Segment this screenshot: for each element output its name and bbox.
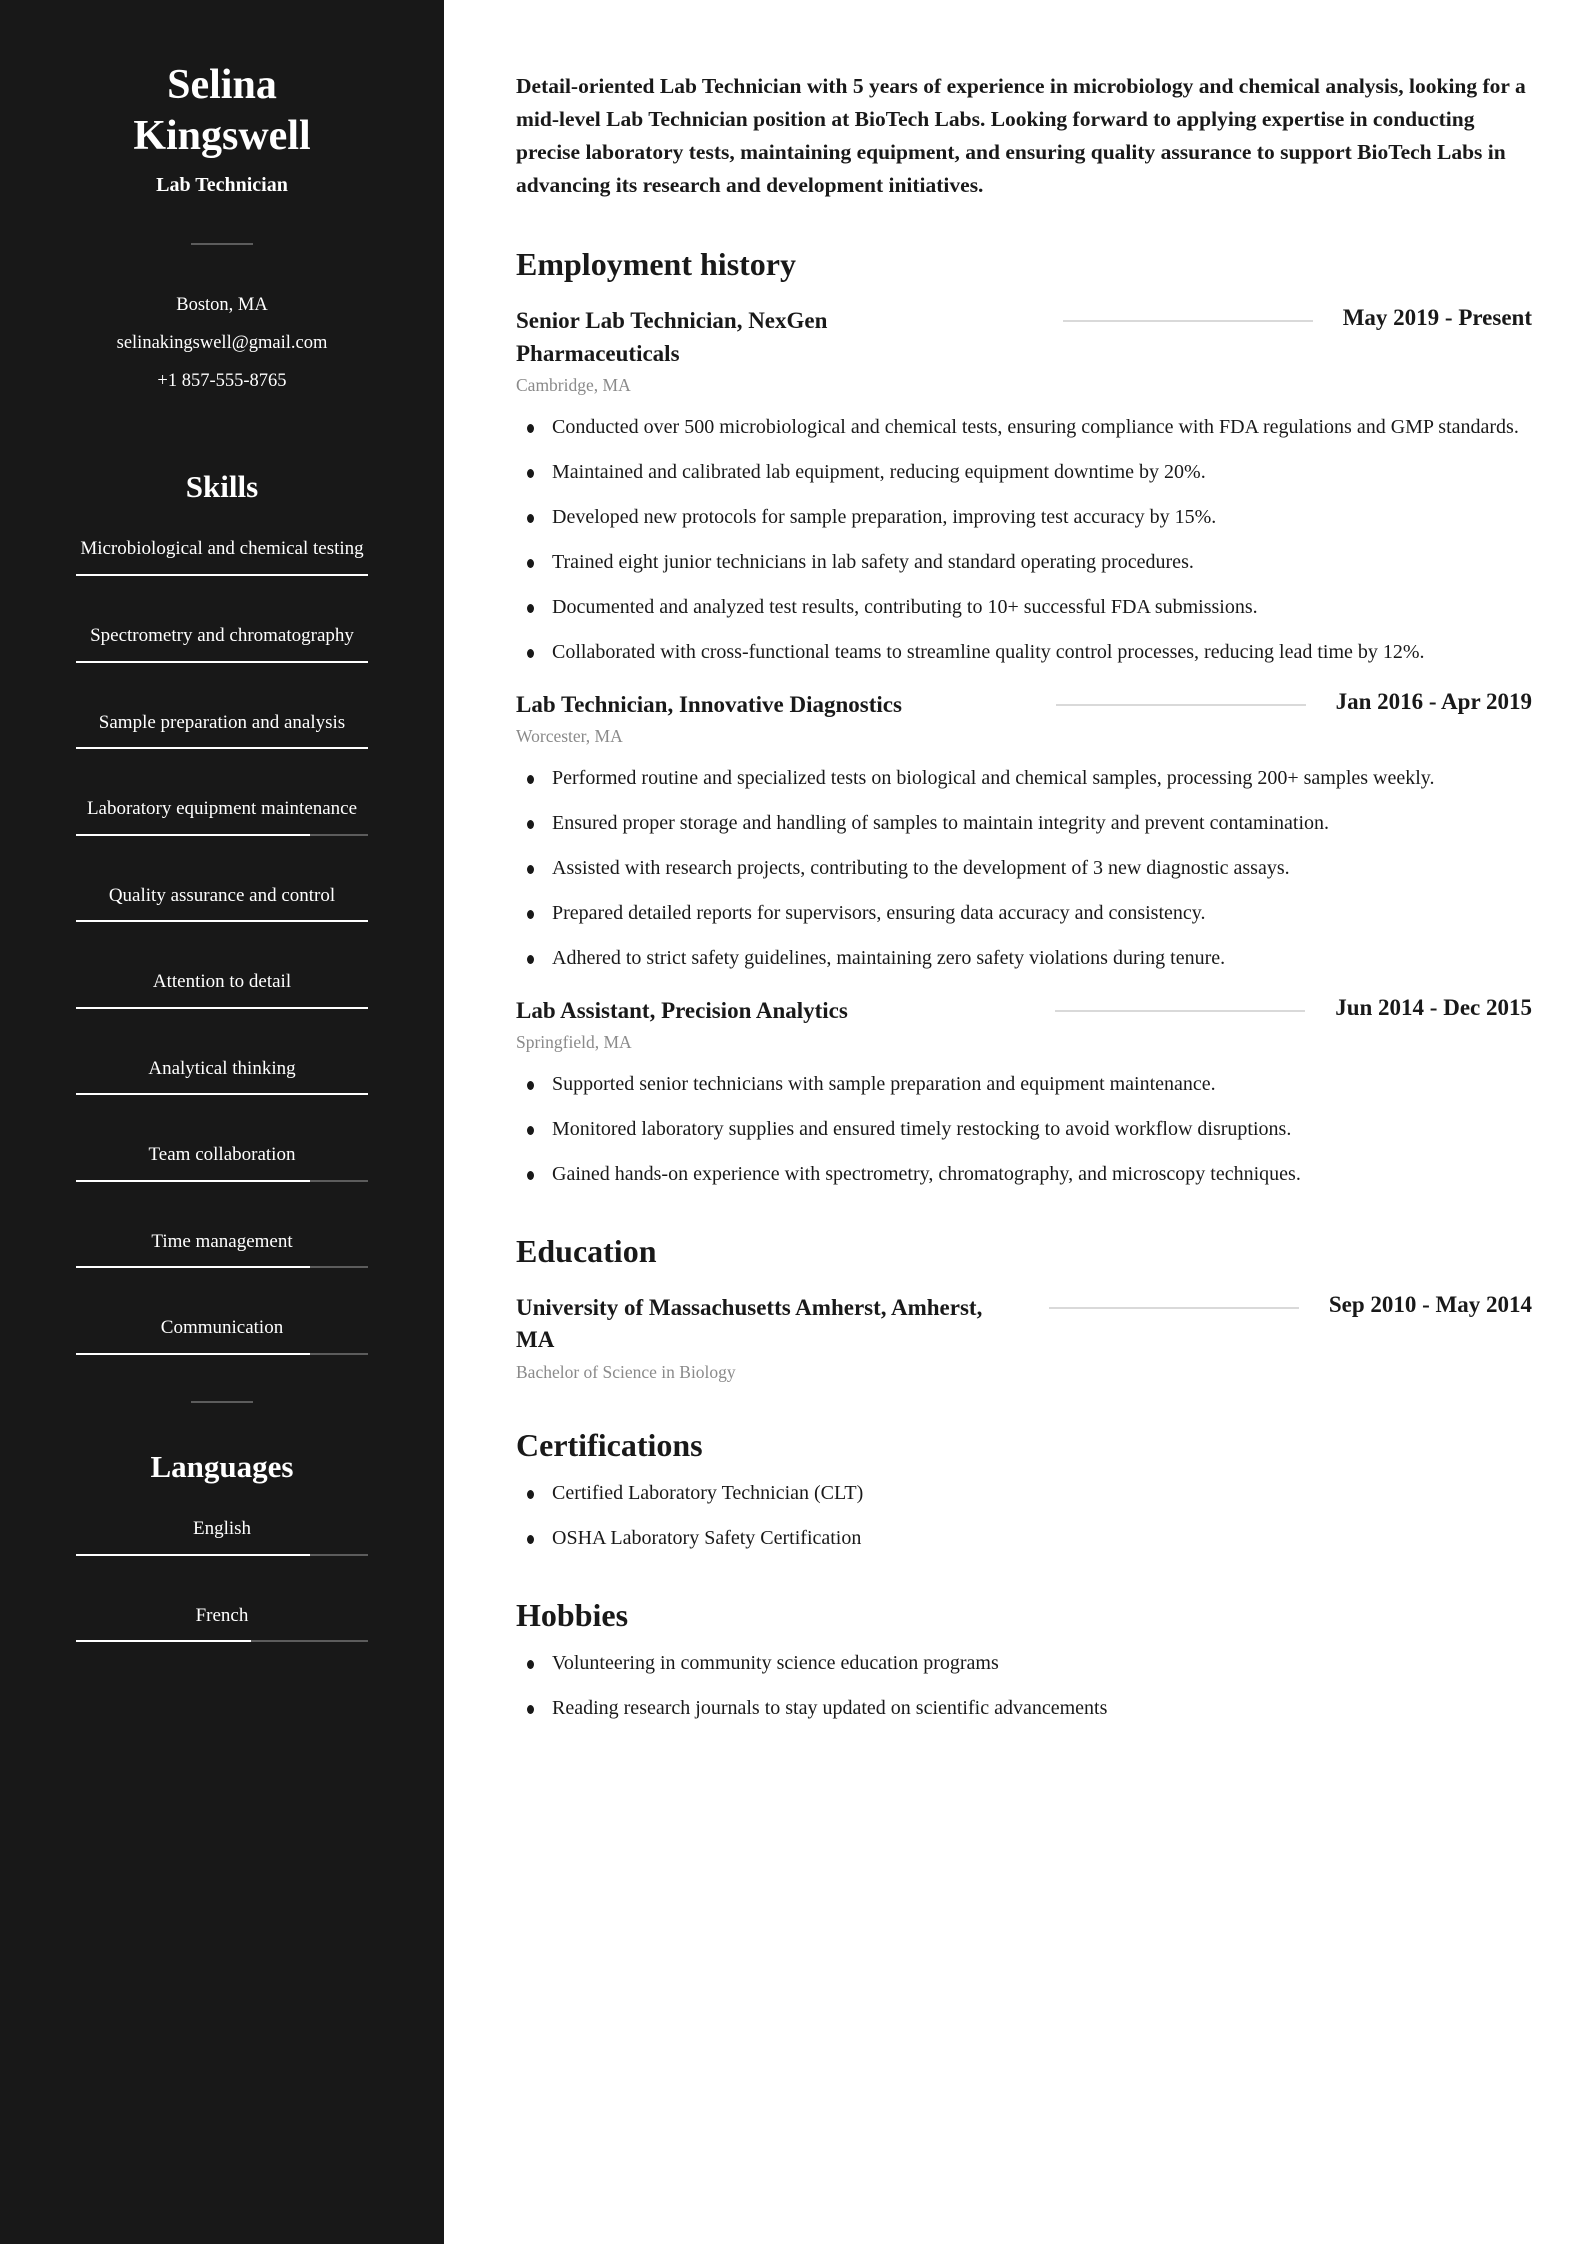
language-label: French bbox=[195, 1604, 249, 1626]
job-bullet: Adhered to strict safety guidelines, maintaining zero safety violations during tenure. bbox=[516, 943, 1532, 973]
skill-label: Microbiological and chemical testing bbox=[80, 538, 364, 560]
skill-label: Communication bbox=[160, 1317, 284, 1339]
skill-item bbox=[76, 622, 368, 663]
job-header bbox=[516, 995, 1532, 1027]
job-bullet: Conducted over 500 microbiological and chemical tests, ensuring compliance with FDA regulations and GMP standards. bbox=[516, 412, 1532, 442]
skill-level-bar bbox=[76, 1180, 368, 1182]
header-divider-line bbox=[1055, 1010, 1305, 1012]
header-divider-line bbox=[1063, 320, 1313, 322]
skill-item bbox=[76, 795, 368, 836]
certification-bullet: Certified Laboratory Technician (CLT) bbox=[516, 1478, 1532, 1508]
language-level-fill bbox=[76, 1554, 310, 1556]
hobby-bullet: Reading research journals to stay updated on scientific advancements bbox=[516, 1693, 1532, 1723]
skills-heading: Skills bbox=[185, 469, 259, 505]
education-entry bbox=[516, 1292, 1532, 1382]
job-bullet-list bbox=[516, 412, 1532, 667]
certifications-list bbox=[516, 1478, 1532, 1553]
main-content bbox=[444, 0, 1588, 2244]
skill-level-bar bbox=[76, 574, 368, 576]
skill-level-bar bbox=[76, 1007, 368, 1009]
skill-level-fill bbox=[76, 834, 310, 836]
job-bullet: Gained hands-on experience with spectrometry, chromatography, and microscopy techniques. bbox=[516, 1159, 1532, 1189]
education-degree: Bachelor of Science in Biology bbox=[516, 1361, 736, 1382]
skill-level-fill bbox=[76, 1180, 310, 1182]
language-label: English bbox=[192, 1517, 252, 1539]
sidebar-divider bbox=[191, 243, 253, 245]
contact-email: selinakingswell@gmail.com bbox=[116, 333, 328, 354]
header-divider-line bbox=[1049, 1307, 1299, 1309]
language-item bbox=[76, 1602, 368, 1643]
education-school: University of Massachusetts Amherst, Amherst, MA bbox=[516, 1295, 983, 1353]
skill-level-fill bbox=[76, 574, 368, 576]
skill-label: Sample preparation and analysis bbox=[98, 711, 346, 733]
certifications-heading: Certifications bbox=[516, 1426, 703, 1463]
skill-label: Attention to detail bbox=[152, 971, 292, 993]
skill-item bbox=[76, 968, 368, 1009]
skill-level-fill bbox=[76, 1093, 368, 1095]
header-divider-line bbox=[1056, 704, 1306, 706]
skill-item bbox=[76, 1141, 368, 1182]
job-bullet: Developed new protocols for sample preparation, improving test accuracy by 15%. bbox=[516, 502, 1532, 532]
skill-level-bar bbox=[76, 920, 368, 922]
skill-level-bar bbox=[76, 1093, 368, 1095]
job-dates: Jan 2016 - Apr 2019 bbox=[1335, 688, 1532, 714]
employment-heading: Employment history bbox=[516, 246, 796, 283]
skill-label: Analytical thinking bbox=[148, 1057, 296, 1079]
job-bullet: Performed routine and specialized tests on biological and chemical samples, processing 200+ samples weekly. bbox=[516, 763, 1532, 793]
skill-level-fill bbox=[76, 1353, 310, 1355]
contact-phone: +1 857-555-8765 bbox=[157, 370, 287, 391]
job-header bbox=[516, 689, 1532, 721]
job-bullet: Monitored laboratory supplies and ensured timely restocking to avoid workflow disruptions. bbox=[516, 1114, 1532, 1144]
skill-level-bar bbox=[76, 1266, 368, 1268]
skill-item bbox=[76, 882, 368, 923]
skill-label: Spectrometry and chromatography bbox=[90, 625, 354, 647]
job-location: Worcester, MA bbox=[516, 726, 623, 746]
job-dates: May 2019 - Present bbox=[1342, 305, 1532, 331]
skill-item bbox=[76, 1228, 368, 1269]
education-heading: Education bbox=[516, 1233, 657, 1270]
job-entry bbox=[516, 689, 1532, 973]
job-bullet: Maintained and calibrated lab equipment, reducing equipment downtime by 20%. bbox=[516, 457, 1532, 487]
job-title: Lab Assistant, Precision Analytics bbox=[516, 998, 848, 1023]
skill-level-fill bbox=[76, 920, 368, 922]
language-level-bar bbox=[76, 1640, 368, 1642]
education-dates: Sep 2010 - May 2014 bbox=[1328, 1292, 1532, 1318]
skill-level-fill bbox=[76, 1266, 310, 1268]
hobbies-list bbox=[516, 1648, 1532, 1723]
language-level-bar bbox=[76, 1554, 368, 1556]
skill-item bbox=[76, 1055, 368, 1096]
job-entry bbox=[516, 995, 1532, 1189]
skill-label: Laboratory equipment maintenance bbox=[86, 798, 358, 820]
job-bullet-list bbox=[516, 1069, 1532, 1189]
hobbies-heading: Hobbies bbox=[516, 1596, 629, 1633]
job-bullet: Assisted with research projects, contributing to the development of 3 new diagnostic assays. bbox=[516, 853, 1532, 883]
skill-level-bar bbox=[76, 661, 368, 663]
job-bullet: Trained eight junior technicians in lab safety and standard operating procedures. bbox=[516, 547, 1532, 577]
job-dates: Jun 2014 - Dec 2015 bbox=[1335, 995, 1532, 1020]
contact-location: Boston, MA bbox=[176, 295, 268, 316]
skill-level-bar bbox=[76, 1353, 368, 1355]
sidebar bbox=[0, 0, 444, 2244]
job-bullet: Prepared detailed reports for supervisors, ensuring data accuracy and consistency. bbox=[516, 898, 1532, 928]
job-title: Lab Technician, Innovative Diagnostics bbox=[516, 691, 902, 717]
contact-block bbox=[76, 291, 368, 395]
job-bullet: Ensured proper storage and handling of samples to maintain integrity and prevent contamination. bbox=[516, 808, 1532, 838]
language-level-fill bbox=[76, 1640, 251, 1642]
language-item bbox=[76, 1515, 368, 1556]
skill-item bbox=[76, 535, 368, 576]
skill-label: Quality assurance and control bbox=[108, 884, 336, 906]
skill-label: Time management bbox=[151, 1230, 293, 1252]
skill-label: Team collaboration bbox=[148, 1144, 296, 1166]
candidate-job-title: Lab Technician bbox=[156, 174, 288, 197]
certification-bullet: OSHA Laboratory Safety Certification bbox=[516, 1523, 1532, 1553]
sidebar-divider bbox=[191, 1401, 253, 1403]
job-location: Springfield, MA bbox=[516, 1032, 632, 1053]
job-bullet: Supported senior technicians with sample preparation and equipment maintenance. bbox=[516, 1069, 1532, 1099]
skill-level-fill bbox=[76, 747, 368, 749]
skill-item bbox=[76, 709, 368, 750]
job-bullet: Documented and analyzed test results, contributing to 10+ successful FDA submissions. bbox=[516, 592, 1532, 622]
education-header bbox=[516, 1292, 1532, 1356]
languages-heading: Languages bbox=[150, 1448, 294, 1484]
skill-level-fill bbox=[76, 661, 368, 663]
profile-summary: Detail-oriented Lab Technician with 5 years of experience in microbiology and chemical analysis, looking for a mid-level Lab Technician position at BioTech Labs. Looking forward to applying expertise in conducting precise laboratory tests, maintaining equipment, and ensuring quality assurance to support BioTech Labs in advancing its research and development initiatives. bbox=[516, 74, 1526, 198]
job-bullet-list bbox=[516, 763, 1532, 973]
job-location: Cambridge, MA bbox=[516, 374, 631, 395]
skill-item bbox=[76, 1314, 368, 1355]
job-header bbox=[516, 305, 1532, 369]
skill-level-fill bbox=[76, 1007, 368, 1009]
hobby-bullet: Volunteering in community science education programs bbox=[516, 1648, 1532, 1678]
skill-level-bar bbox=[76, 834, 368, 836]
skill-level-bar bbox=[76, 747, 368, 749]
job-entry bbox=[516, 305, 1532, 666]
job-bullet: Collaborated with cross-functional teams to streamline quality control processes, reducing lead time by 12%. bbox=[516, 637, 1532, 667]
job-title: Senior Lab Technician, NexGen Pharmaceuticals bbox=[516, 308, 828, 366]
candidate-name: Selina Kingswell bbox=[133, 62, 311, 160]
